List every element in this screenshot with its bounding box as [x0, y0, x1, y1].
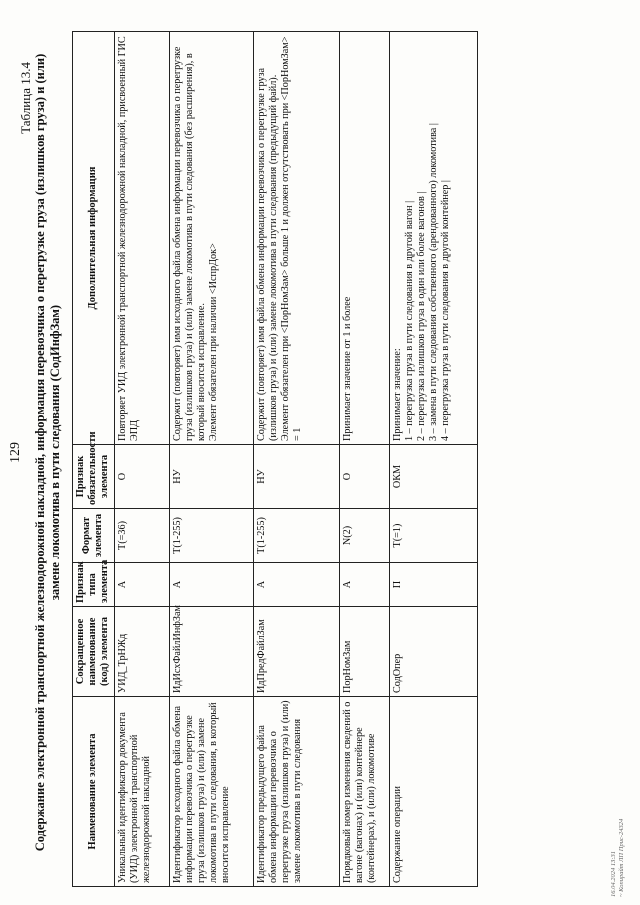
- table-row: [389, 32, 477, 887]
- cell-info: [114, 32, 169, 445]
- info-line: 1 – перегрузка груза в пути следования в другой вагон |: [403, 200, 415, 441]
- cell-type: А: [253, 563, 339, 607]
- table-header-row: [73, 32, 115, 887]
- info-line: Элемент обязателен при наличии <ИспрДок>: [208, 243, 220, 441]
- cell-format: T(=36): [114, 509, 169, 563]
- cell-type: П: [389, 563, 477, 607]
- cell-name: Уникальный идентификатор документа (УИД) электронной транспортной железнодорожной накладной: [114, 697, 169, 887]
- header-info: Дополнительная информация: [73, 32, 115, 445]
- cell-required: НУ: [253, 445, 339, 509]
- table-caption: Таблица 13.4: [18, 62, 33, 134]
- info-line: Повторяет УИД электронной транспортной железнодорожной накладной, присвоенный ГИС ЭПД: [116, 36, 140, 441]
- stamp-copyright: ~ Копирайт ЛП Прис-24324: [618, 818, 625, 897]
- cell-code: ИдИсхФайлИнфЗам: [169, 607, 253, 697]
- cell-type: А: [339, 563, 389, 607]
- info-line: Содержит (повторяет) имя файла обмена информации перевозчика о перегрузке груза (излишков груза) и (или) замене локомотива в пути следования (предыдущий файл).: [255, 67, 279, 441]
- cell-info: [169, 32, 253, 445]
- cell-format: T(1-255): [169, 509, 253, 563]
- info-line: 4 – перегрузка груза в пути следования в другой контейнер |: [440, 180, 452, 441]
- header-code: Сокращенное наименование (код) элемента: [73, 607, 115, 697]
- info-line: Элемент обязателен при <ПорНомЗам> больше 1 и должен отсутствовать при <ПорНомЗам> = 1: [280, 36, 304, 441]
- cell-code: УИД_ТрНЖд: [114, 607, 169, 697]
- table-row: [169, 32, 253, 887]
- cell-required: НУ: [169, 445, 253, 509]
- cell-required: О: [114, 445, 169, 509]
- cell-format: T(=1): [389, 509, 477, 563]
- table-row: [253, 32, 339, 887]
- info-line: Принимает значение от 1 и более: [341, 296, 353, 441]
- cell-info: [339, 32, 389, 445]
- header-format: Формат элемента: [73, 509, 115, 563]
- cell-code: СодОпер: [389, 607, 477, 697]
- page-number: 129: [8, 442, 23, 463]
- cell-format: T(1-255): [253, 509, 339, 563]
- elements-table: [72, 31, 478, 887]
- info-line: Содержит (повторяет) имя исходного файла обмена информации перевозчика о перегрузке груза (излишков груза) и (или) замене локомотива в пути следования (без расширения), в который вносится исправление.: [171, 46, 208, 441]
- table-row: [114, 32, 169, 887]
- cell-info: [389, 32, 477, 445]
- cell-type: А: [114, 563, 169, 607]
- info-line: Принимает значение:: [391, 348, 403, 441]
- info-line: 3 – замена в пути следования собственного (арендованного) локомотива |: [428, 123, 440, 441]
- table-title: Содержание электронной транспортной железнодорожной накладной, информация перевозчика о перегрузке груза (излишков груза) и (или) замене локомотива в пути следования (СодИнфЗам): [33, 53, 62, 852]
- cell-required: О: [339, 445, 389, 509]
- cell-type: А: [169, 563, 253, 607]
- header-name: Наименование элемента: [73, 697, 115, 887]
- info-line: 2 – перегрузка излишков груза в один или более вагонов |: [416, 191, 428, 441]
- side-stamp: [610, 819, 626, 897]
- cell-name: Содержание операции: [389, 697, 477, 887]
- cell-code: ПорНомЗам: [339, 607, 389, 697]
- cell-format: N(2): [339, 509, 389, 563]
- header-required: Признак обязательности элемента: [73, 445, 115, 509]
- cell-name: Идентификатор предыдущего файла обмена информации перевозчика о перегрузке груза (излишков груза) и (или) замене локомотива в пути следования: [253, 697, 339, 887]
- cell-required: ОКМ: [389, 445, 477, 509]
- cell-code: ИдПредФайлЗам: [253, 607, 339, 697]
- stamp-date: 16.04.2024 13:31: [610, 850, 617, 897]
- cell-info: [253, 32, 339, 445]
- table-row: [339, 32, 389, 887]
- header-type: Признак типа элемента: [73, 563, 115, 607]
- cell-name: Идентификатор исходного файла обмена информации перевозчика о перегрузке груза (излишков груза) и (или) замене локомотива в пути следования, в который вносится исправление: [169, 697, 253, 887]
- cell-name: Порядковый номер изменения сведений о вагоне (вагонах) и (или) контейнере (контейнерах), и (или) локомотиве: [339, 697, 389, 887]
